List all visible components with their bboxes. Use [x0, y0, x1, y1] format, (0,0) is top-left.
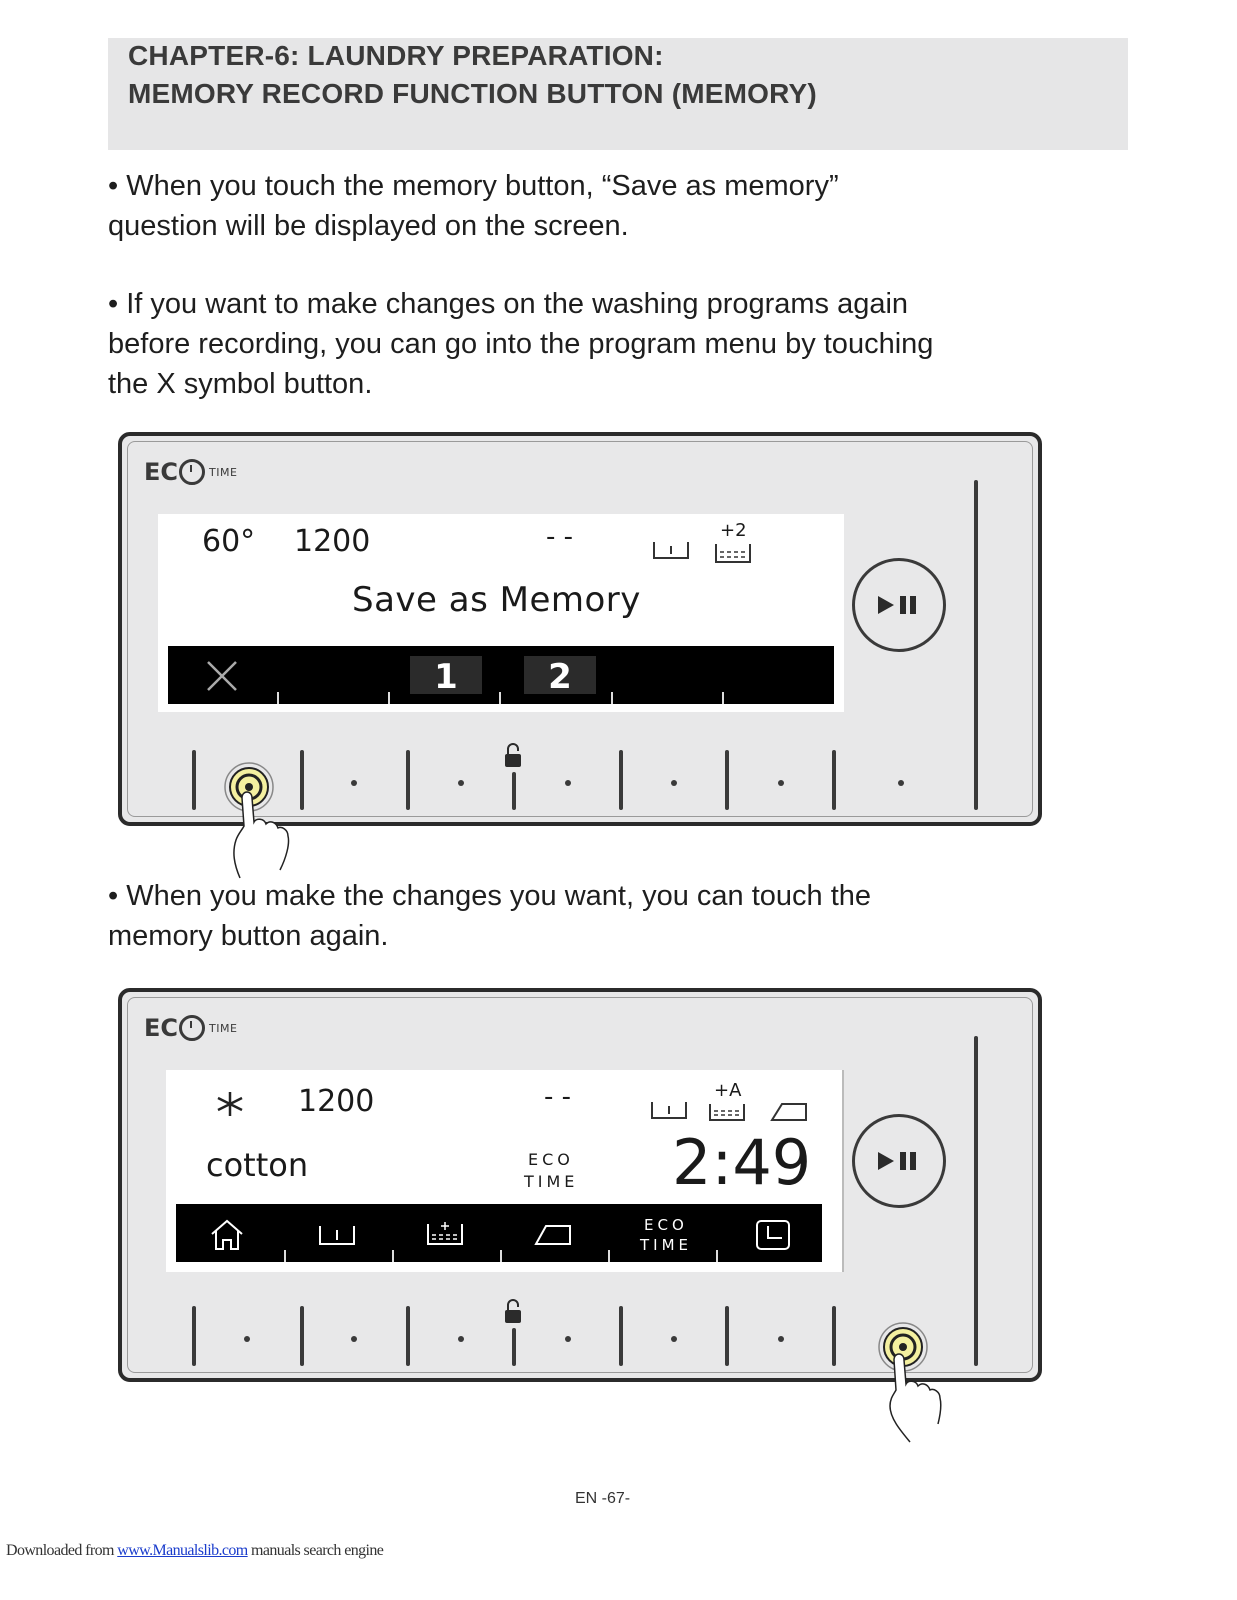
paragraph-3-line1: • When you make the changes you want, you can touch the	[108, 880, 872, 912]
extra-rinse-label: +2	[720, 520, 747, 541]
child-lock-icon	[504, 742, 522, 768]
paragraph-1-line1: • When you touch the memory button, “Save as memory”	[108, 170, 839, 202]
display-menu-bar-2	[176, 1204, 822, 1262]
paragraph-2-line3: the X symbol button.	[108, 368, 373, 400]
memory-slot-2[interactable]: 2	[524, 656, 596, 694]
prewash-icon	[652, 536, 690, 562]
display-screen-2	[166, 1070, 844, 1272]
logo-time-text: TIME	[209, 465, 238, 479]
eco-time-menu-bottom[interactable]: TIME	[640, 1236, 693, 1254]
control-panel-program	[118, 988, 1042, 1382]
touch-hand-icon-2	[882, 1340, 956, 1446]
ecotime-logo-2	[144, 1014, 237, 1042]
cold-wash-icon	[214, 1090, 246, 1118]
time-delay-dash-2: - -	[544, 1082, 572, 1112]
home-icon[interactable]	[208, 1218, 246, 1252]
program-duration: 2:49	[672, 1126, 812, 1199]
control-panel-save-memory	[118, 432, 1042, 826]
play-pause-icon-2	[876, 1150, 922, 1172]
panel-right-rail-2	[974, 1036, 978, 1366]
prewash-icon-2	[650, 1096, 688, 1120]
panel-right-rail	[974, 480, 978, 810]
child-lock-icon-2	[504, 1298, 522, 1324]
page-number: EN -67-	[575, 1490, 631, 1507]
chapter-title-line2: MEMORY RECORD FUNCTION BUTTON (MEMORY)	[128, 78, 817, 109]
download-suffix: manuals search engine	[247, 1542, 384, 1559]
eco-time-bottom: TIME	[524, 1172, 579, 1191]
download-footer	[6, 1542, 383, 1560]
prewash-menu-icon[interactable]	[318, 1222, 356, 1248]
spin-value-2: 1200	[298, 1084, 375, 1119]
eco-time-menu-top[interactable]: ECO	[644, 1216, 688, 1234]
temperature-value: 60°	[202, 524, 256, 559]
paragraph-3-line2: memory button again.	[108, 920, 389, 952]
paragraph-2-line2: before recording, you can go into the program menu by touching	[108, 328, 934, 360]
paragraph-2-line1: • If you want to make changes on the washing programs again	[108, 288, 909, 320]
extra-rinse-icon	[714, 542, 752, 564]
logo-eco-text-2: EC	[144, 1014, 179, 1042]
chapter-title-line1: CHAPTER-6: LAUNDRY PREPARATION:	[128, 40, 664, 71]
clock-icon	[179, 459, 205, 485]
program-name: cotton	[206, 1146, 309, 1184]
chapter-header	[108, 38, 1128, 150]
delay-timer-icon[interactable]	[754, 1218, 792, 1252]
display-screen	[158, 514, 844, 712]
download-prefix: Downloaded from	[6, 1542, 118, 1559]
paragraph-3	[108, 876, 871, 956]
ecotime-logo	[144, 458, 237, 486]
extra-rinse-menu-icon[interactable]	[426, 1220, 464, 1248]
start-pause-button-2[interactable]	[852, 1114, 946, 1208]
extra-rinse-label-2: +A	[714, 1080, 742, 1101]
close-icon[interactable]	[206, 660, 238, 692]
eco-time-top: ECO	[528, 1150, 574, 1169]
iron-icon	[770, 1098, 810, 1122]
logo-eco-text: EC	[144, 458, 179, 486]
extra-rinse-icon-2	[708, 1102, 746, 1122]
paragraph-2	[108, 284, 933, 404]
manualslib-link[interactable]: www.Manualslib.com	[117, 1542, 248, 1559]
clock-icon-2	[179, 1015, 205, 1041]
display-menu-bar	[168, 646, 834, 704]
play-pause-icon	[876, 594, 922, 616]
paragraph-1	[108, 166, 839, 246]
spin-value: 1200	[294, 524, 371, 559]
time-delay-dash: - -	[546, 522, 574, 552]
save-as-memory-message: Save as Memory	[352, 580, 641, 620]
touch-hand-icon	[228, 778, 302, 882]
iron-menu-icon[interactable]	[534, 1222, 574, 1248]
memory-slot-1[interactable]: 1	[410, 656, 482, 694]
logo-time-text-2: TIME	[209, 1021, 238, 1035]
start-pause-button[interactable]	[852, 558, 946, 652]
paragraph-1-line2: question will be displayed on the screen.	[108, 210, 629, 242]
